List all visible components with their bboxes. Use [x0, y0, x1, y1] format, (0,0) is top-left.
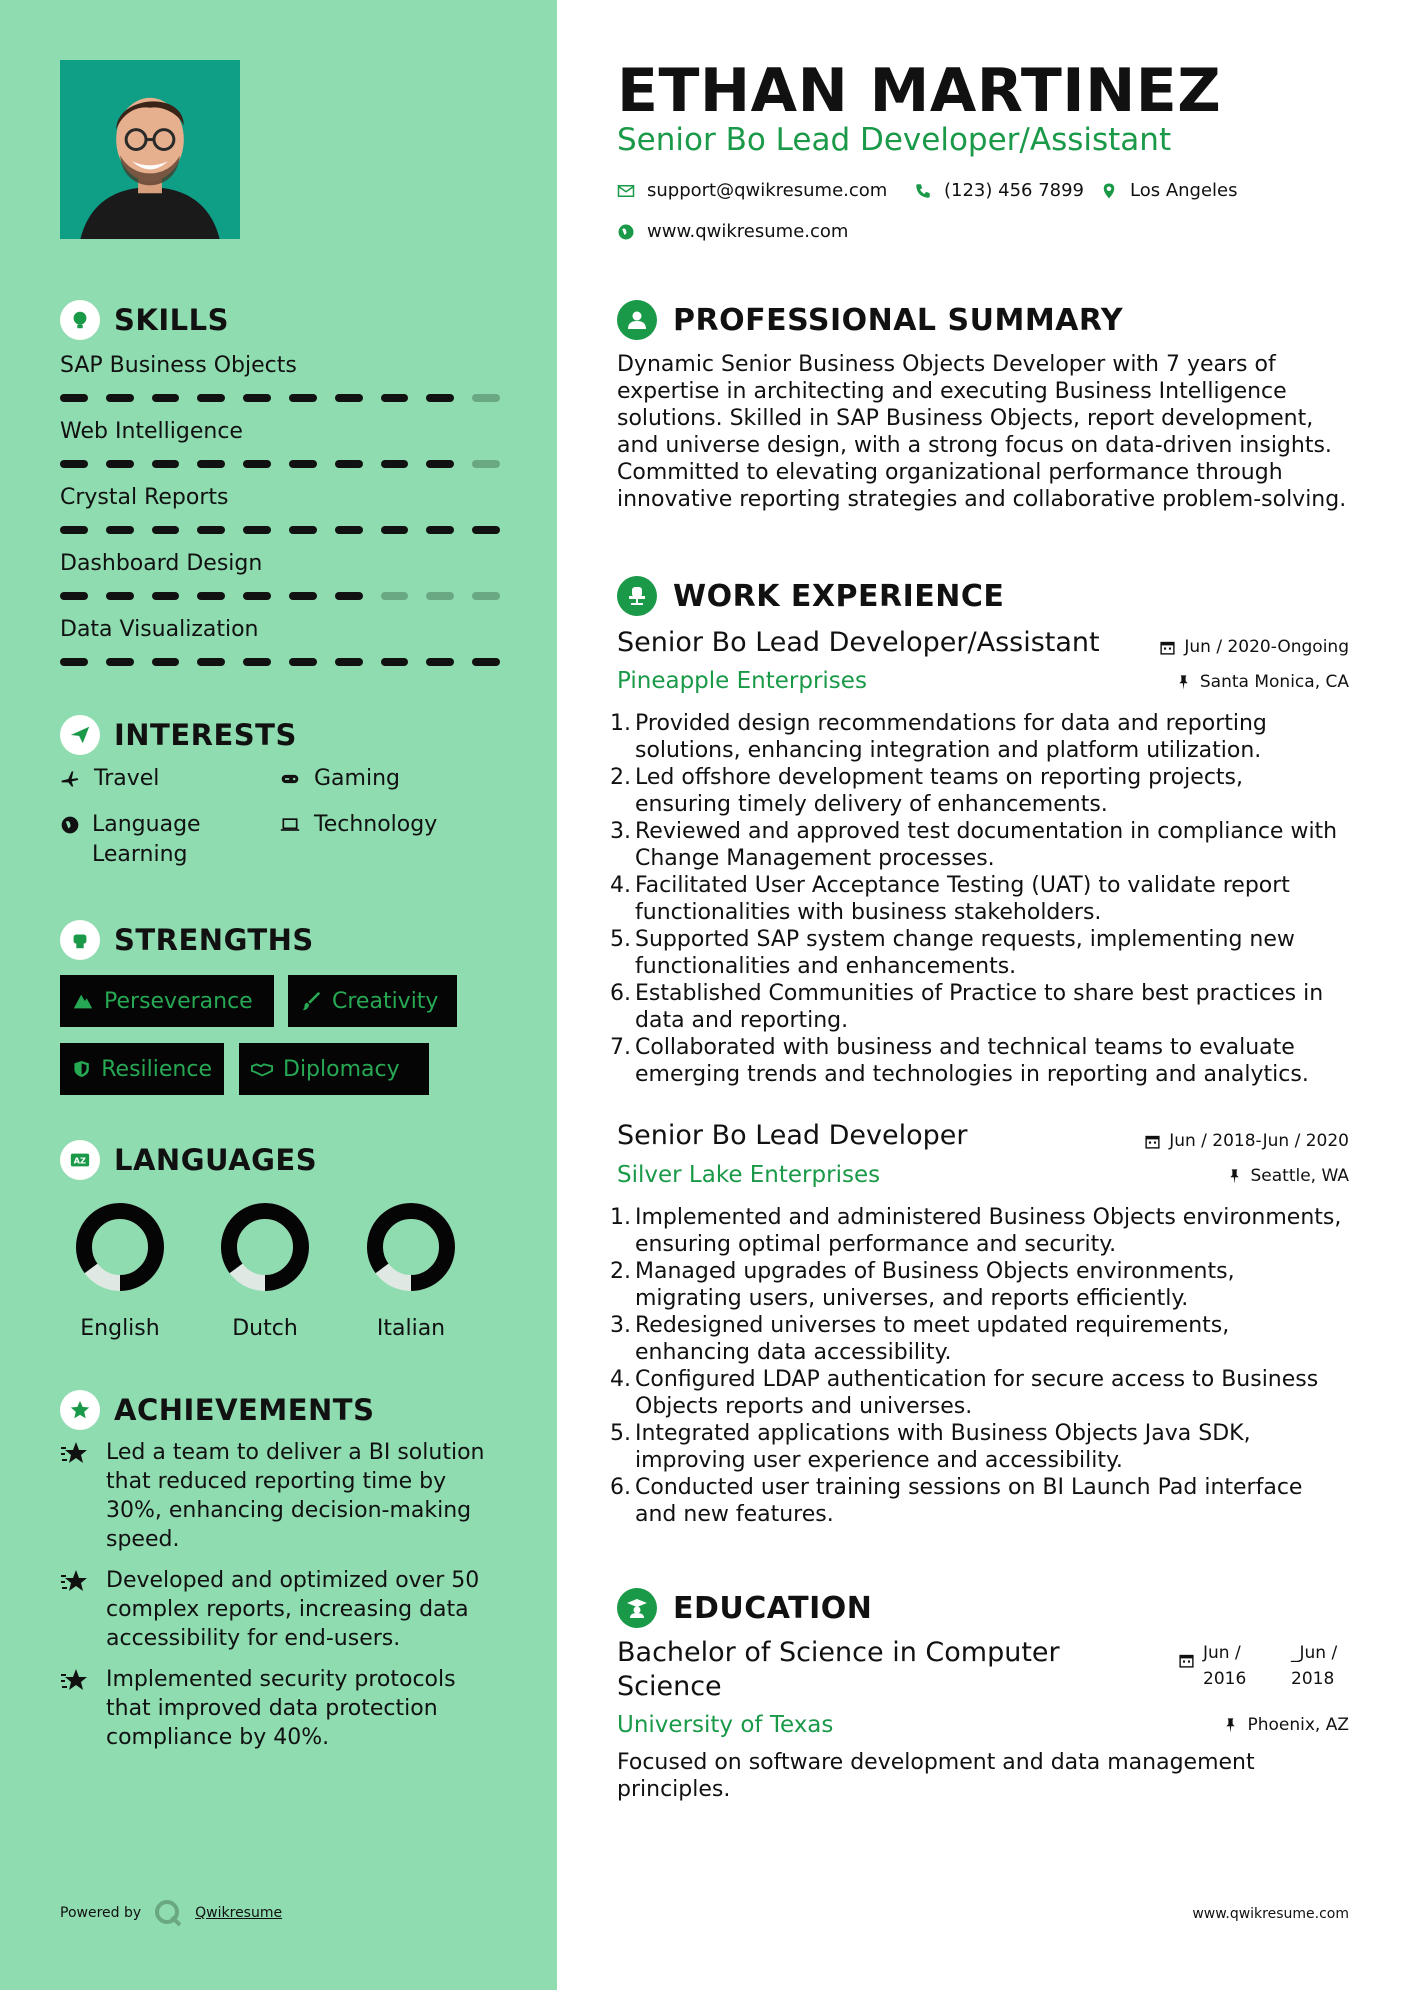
section-title: WORK EXPERIENCE	[673, 578, 1005, 614]
section-title: EDUCATION	[673, 1590, 873, 1626]
skill-name: SAP Business Objects	[60, 353, 297, 378]
shield-icon	[72, 1058, 91, 1080]
interest-item: Gaming	[280, 764, 400, 794]
language-item: Italian	[351, 1202, 471, 1341]
job-dates: Jun / 2018-Jun / 2020	[1144, 1131, 1349, 1151]
job-dates: Jun / 2020-Ongoing	[1159, 637, 1349, 657]
section-title: INTERESTS	[114, 718, 297, 752]
skill-rating	[60, 658, 500, 666]
rating-dot	[106, 658, 134, 666]
skill-item	[60, 350, 500, 402]
skill-item	[60, 614, 500, 666]
education-location: Phoenix, AZ	[1222, 1715, 1349, 1735]
strength-tag: Creativity	[288, 975, 457, 1027]
candidate-role: Senior Bo Lead Developer/Assistant	[617, 122, 1172, 158]
star-icon	[60, 1438, 92, 1554]
interest-item: Technology	[280, 810, 437, 840]
skill-name: Crystal Reports	[60, 485, 229, 510]
footer-url[interactable]: www.qwikresume.com	[1192, 1906, 1349, 1922]
rating-dot	[381, 394, 409, 402]
section-title: ACHIEVEMENTS	[114, 1393, 375, 1427]
list-item: 4. Configured LDAP authentication for secure access to Business Objects reports and universes.	[610, 1367, 1319, 1419]
education-heading	[617, 1588, 872, 1628]
globe-icon	[60, 810, 80, 840]
language-level-ring	[75, 1202, 165, 1292]
list-item: 5. Integrated applications with Business Objects Java SDK, improving user experience and accessibility.	[610, 1421, 1251, 1473]
languages-heading	[60, 1140, 317, 1180]
profile-photo	[60, 60, 240, 239]
skill-item	[60, 548, 500, 600]
skill-rating	[60, 592, 500, 600]
company-name: Silver Lake Enterprises	[617, 1162, 881, 1188]
language-level-ring	[366, 1202, 456, 1292]
rating-dot	[60, 592, 88, 600]
fist-icon	[60, 920, 100, 960]
skill-name: Web Intelligence	[60, 419, 243, 444]
rating-dot	[426, 460, 454, 468]
job-location: Seattle, WA	[1226, 1166, 1350, 1186]
pin-icon	[1226, 1168, 1243, 1185]
powered-by: Powered by Qwikresume	[60, 1898, 282, 1928]
rating-dot	[335, 658, 363, 666]
skill-rating	[60, 394, 500, 402]
rating-dot	[60, 658, 88, 666]
school-name: University of Texas	[617, 1712, 834, 1738]
globe-icon	[617, 223, 635, 241]
section-title: PROFESSIONAL SUMMARY	[673, 302, 1124, 338]
laptop-icon	[280, 810, 302, 840]
rating-dot	[197, 460, 225, 468]
strength-tag: Diplomacy	[239, 1043, 429, 1095]
list-item: 3. Reviewed and approved test documentation in compliance with Change Management processes.	[610, 819, 1338, 871]
list-item: 6. Established Communities of Practice to share best practices in data and reporting.	[610, 981, 1324, 1033]
map-pin-icon	[1100, 182, 1118, 200]
list-item: 2. Managed upgrades of Business Objects environments, migrating users, universes, and reports efficiently.	[610, 1259, 1235, 1311]
skill-rating	[60, 526, 500, 534]
paper-plane-icon	[60, 715, 100, 755]
rating-dot	[106, 526, 134, 534]
rating-dot	[152, 526, 180, 534]
rating-dot	[289, 658, 317, 666]
list-item: 2. Led offshore development teams on reporting projects, ensuring timely delivery of enhancements.	[610, 765, 1243, 817]
graduate-icon	[617, 1588, 657, 1628]
list-item: 6. Conducted user training sessions on BI Launch Pad interface and new features.	[610, 1475, 1303, 1527]
rating-dot	[426, 658, 454, 666]
qwikresume-logo-icon	[153, 1898, 183, 1928]
rating-dot	[152, 460, 180, 468]
achievements-heading	[60, 1390, 374, 1430]
education-dates: Jun / 2016 _Jun / 2018	[1178, 1640, 1349, 1692]
list-item: 4. Facilitated User Acceptance Testing (UAT) to validate report functionalities with business stakeholders.	[610, 873, 1290, 925]
rating-dot	[106, 460, 134, 468]
achievement-item: Developed and optimized over 50 complex reports, increasing data accessibility for end-users.	[60, 1566, 500, 1653]
rating-dot	[289, 394, 317, 402]
list-item: 7. Collaborated with business and technical teams to evaluate emerging trends and technologies in reporting and analytics.	[610, 1035, 1309, 1087]
skill-name: Data Visualization	[60, 617, 259, 642]
contact-email: support@qwikresume.com	[617, 180, 887, 201]
language-level-ring	[220, 1202, 310, 1292]
rating-dot	[197, 394, 225, 402]
achievement-item: Implemented security protocols that improved data protection compliance by 40%.	[60, 1665, 500, 1752]
calendar-icon	[1159, 639, 1176, 656]
lightbulb-icon	[60, 300, 100, 340]
rating-dot	[289, 592, 317, 600]
contact-location: Los Angeles	[1100, 180, 1238, 201]
rating-dot	[152, 592, 180, 600]
plane-icon	[60, 764, 82, 794]
avatar-illustration	[60, 60, 240, 239]
office-chair-icon	[617, 576, 657, 616]
section-title: SKILLS	[114, 303, 229, 337]
list-item: 1. Implemented and administered Business Objects environments, ensuring optimal performance and security.	[610, 1205, 1342, 1257]
language-item: English	[60, 1202, 180, 1341]
rating-dot	[197, 658, 225, 666]
mountain-icon	[72, 990, 94, 1012]
contact-website: www.qwikresume.com	[617, 221, 848, 242]
rating-dot	[381, 658, 409, 666]
rating-dot	[335, 592, 363, 600]
rating-dot	[335, 394, 363, 402]
experience-heading	[617, 576, 1004, 616]
job-responsibilities	[610, 1204, 1345, 1528]
user-icon	[617, 300, 657, 340]
rating-dot	[197, 526, 225, 534]
degree-title: Bachelor of Science in Computer Science	[617, 1637, 1060, 1702]
envelope-icon	[617, 182, 635, 200]
star-icon	[60, 1665, 92, 1752]
skill-item	[60, 416, 500, 468]
education-description: Focused on software development and data management principles.	[617, 1750, 1255, 1802]
contact-phone: (123) 456 7899	[914, 180, 1084, 201]
summary-text: Dynamic Senior Business Objects Developer with 7 years of expertise in architecting and executing Business Intelligence solutions. Skilled in SAP Business Objects, report development, and universe design, with a strong focus on data-driven insights. Committed to elevating organizational performance through innovative reporting strategies and collaborative problem-solving.	[617, 352, 1347, 512]
gamepad-icon	[280, 764, 302, 794]
rating-dot	[381, 526, 409, 534]
star-icon	[60, 1566, 92, 1653]
handshake-icon	[251, 1058, 273, 1080]
qwikresume-link[interactable]: Qwikresume	[195, 1905, 283, 1921]
calendar-icon	[1178, 1652, 1195, 1669]
list-item: 1. Provided design recommendations for data and reporting solutions, enhancing integration and platform utilization.	[610, 711, 1267, 763]
strength-tag: Resilience	[60, 1043, 224, 1095]
summary-heading	[617, 300, 1123, 340]
company-name: Pineapple Enterprises	[617, 668, 867, 694]
rating-dot	[472, 592, 500, 600]
rating-dot	[243, 394, 271, 402]
rating-dot	[472, 460, 500, 468]
pin-icon	[1175, 674, 1192, 691]
rating-dot	[426, 592, 454, 600]
skills-heading	[60, 300, 229, 340]
rating-dot	[243, 526, 271, 534]
skill-rating	[60, 460, 500, 468]
rating-dot	[243, 658, 271, 666]
pin-icon	[1222, 1717, 1239, 1734]
rating-dot	[152, 658, 180, 666]
rating-dot	[289, 526, 317, 534]
rating-dot	[106, 394, 134, 402]
language-icon	[60, 1140, 100, 1180]
rating-dot	[472, 658, 500, 666]
interests-heading	[60, 715, 297, 755]
job-location: Santa Monica, CA	[1175, 672, 1349, 692]
strengths-heading	[60, 920, 314, 960]
list-item: 3. Redesigned universes to meet updated requirements, enhancing data accessibility.	[610, 1313, 1230, 1365]
rating-dot	[472, 526, 500, 534]
skill-item	[60, 482, 500, 534]
rating-dot	[243, 460, 271, 468]
rating-dot	[381, 592, 409, 600]
section-title: LANGUAGES	[114, 1143, 318, 1177]
rating-dot	[60, 394, 88, 402]
rating-dot	[243, 592, 271, 600]
rating-dot	[197, 592, 225, 600]
section-title: STRENGTHS	[114, 923, 314, 957]
skill-name: Dashboard Design	[60, 551, 263, 576]
achievement-item: Led a team to deliver a BI solution that reduced reporting time by 30%, enhancing decision-making speed.	[60, 1438, 500, 1554]
strength-tag: Perseverance	[60, 975, 274, 1027]
calendar-icon	[1144, 1133, 1161, 1150]
language-item: Dutch	[205, 1202, 325, 1341]
job-responsibilities	[610, 710, 1345, 1088]
rating-dot	[152, 394, 180, 402]
rating-dot	[381, 460, 409, 468]
rating-dot	[426, 394, 454, 402]
job-title: Senior Bo Lead Developer/Assistant	[617, 627, 1100, 658]
brush-icon	[300, 990, 322, 1012]
phone-icon	[914, 182, 932, 200]
rating-dot	[60, 460, 88, 468]
rating-dot	[106, 592, 134, 600]
star-badge-icon	[60, 1390, 100, 1430]
rating-dot	[335, 526, 363, 534]
rating-dot	[426, 526, 454, 534]
list-item: 5. Supported SAP system change requests, implementing new functionalities and enhancements.	[610, 927, 1295, 979]
rating-dot	[60, 526, 88, 534]
job-title: Senior Bo Lead Developer	[617, 1120, 968, 1151]
rating-dot	[335, 460, 363, 468]
interest-item: Language Learning	[60, 810, 260, 870]
candidate-name: ETHAN MARTINEZ	[617, 56, 1222, 126]
svg-text:AZ: AZ	[73, 1155, 86, 1166]
rating-dot	[472, 394, 500, 402]
rating-dot	[289, 460, 317, 468]
interest-item: Travel	[60, 764, 159, 794]
